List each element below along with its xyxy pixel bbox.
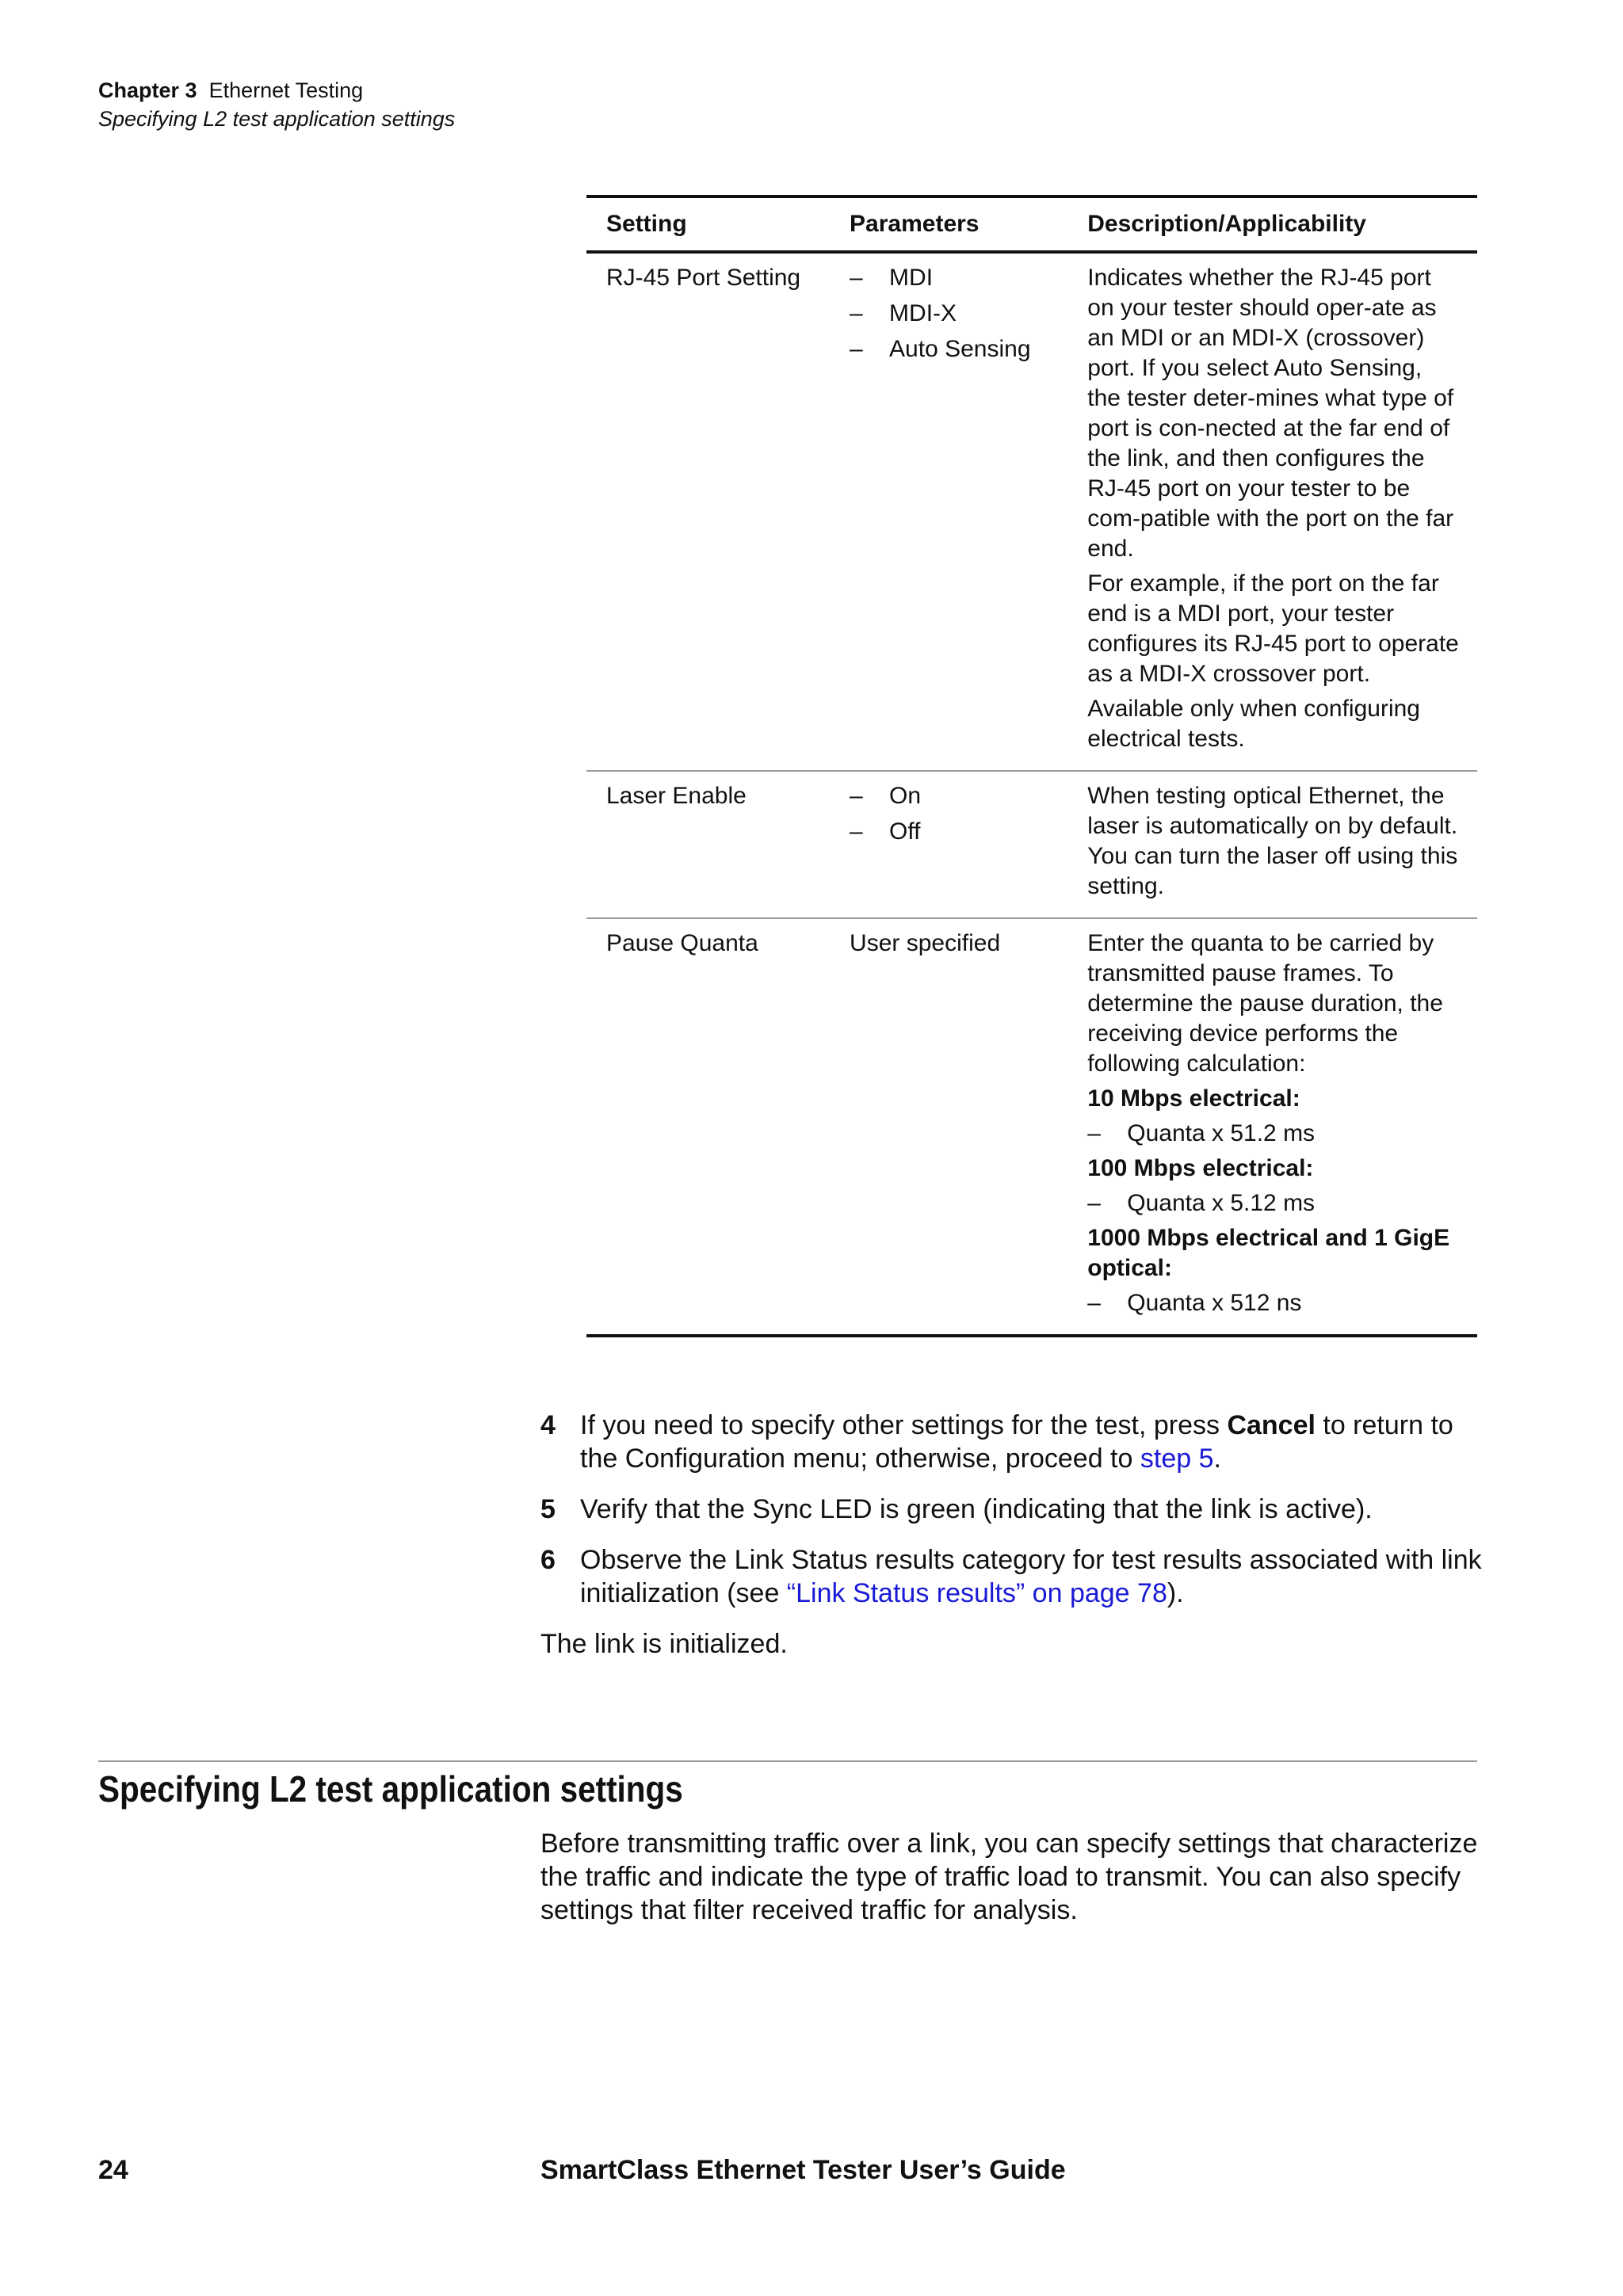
running-head-section: Specifying L2 test application settings (98, 107, 456, 131)
step-text: Verify that the Sync LED is green (indicating that the link is active). (580, 1494, 1373, 1524)
step-text: ). (1167, 1578, 1184, 1608)
row-parameters (830, 252, 1067, 771)
parameter-list (850, 263, 1067, 364)
calculation-label: 100 Mbps electrical: (1087, 1155, 1314, 1181)
calculation-label: 10 Mbps electrical: (1087, 1085, 1300, 1112)
description-paragraph: Available only when configuring electrical tests. (1087, 696, 1420, 752)
step-bold-term: Cancel (1227, 1410, 1316, 1440)
conclusion-text: The link is initialized. (540, 1629, 788, 1659)
table-row (586, 771, 1477, 918)
table-row (586, 252, 1477, 771)
parameter-item: – On (850, 781, 1067, 811)
step-5-link[interactable]: step 5 (1140, 1444, 1214, 1474)
step-text: Observe the Link Status results category for test results associated with link initialization (see (580, 1545, 1482, 1608)
parameter-item: – MDI-X (850, 299, 1067, 329)
calculation-formula: – Quanta x 512 ns (1087, 1288, 1461, 1318)
row-description (1067, 918, 1477, 1336)
step-text: . (1213, 1444, 1221, 1474)
description-paragraph: Indicates whether the RJ-45 port on your tester should oper-ate as an MDI or an MDI-X (crossover) port. If you select Auto Sensing, the tester deter-mines what type of port is con-nected at the far end of the link, and then configures the RJ-45 port on your tester to be com-patible with the port on the far end. (1087, 265, 1454, 562)
description-paragraph: Enter the quanta to be carried by transmitted pause frames. To determine the pause duration, the receiving device performs the following calculation: (1087, 930, 1443, 1077)
table-row (586, 918, 1477, 1336)
header-description: Description/Applicability (1067, 196, 1477, 252)
row-setting: Laser Enable (586, 771, 830, 918)
row-setting: RJ-45 Port Setting (586, 252, 830, 771)
link-status-results-link[interactable]: “Link Status results” on page 78 (786, 1578, 1167, 1608)
settings-table (586, 195, 1477, 1337)
row-description (1067, 771, 1477, 918)
calculation-formula: – Quanta x 51.2 ms (1087, 1119, 1461, 1149)
parameter-item: – Off (850, 817, 1067, 847)
description-paragraph: When testing optical Ethernet, the laser is automatically on by default. You can turn the laser off using this setting. (1087, 783, 1458, 899)
row-description (1067, 252, 1477, 771)
calculation-label: 1000 Mbps electrical and 1 GigE optical: (1087, 1225, 1450, 1281)
book-title: SmartClass Ethernet Tester User’s Guide (540, 2155, 1066, 2185)
running-head-chapter (98, 76, 455, 105)
row-parameters: User specified (830, 918, 1067, 1336)
section-body: Before transmitting traffic over a link, you can specify settings that characterize the traffic and indicate the type of traffic load to transmit. You can also specify settings that filter received traffic for analysis. (540, 1829, 1478, 1925)
parameter-list (850, 781, 1067, 847)
step-text: to return to the Configuration menu; otherwise, proceed to (580, 1410, 1453, 1474)
chapter-label: Chapter 3 (98, 78, 197, 102)
row-parameters (830, 771, 1067, 918)
table-header-row (586, 196, 1477, 252)
step-number: 4 (540, 1410, 556, 1440)
description-paragraph: For example, if the port on the far end is a MDI port, your tester configures its RJ-45 port to operate as a MDI-X crossover port. (1087, 570, 1459, 687)
header-parameters: Parameters (830, 196, 1067, 252)
parameter-item: – MDI (850, 263, 1067, 293)
step-number: 5 (540, 1494, 556, 1524)
chapter-title: Ethernet Testing (208, 78, 364, 102)
page-number: 24 (98, 2155, 128, 2185)
procedure-steps (540, 1409, 1484, 1661)
parameter-item: – Auto Sensing (850, 334, 1067, 364)
step-item (540, 1543, 1484, 1610)
step-item (540, 1409, 1484, 1475)
step-number: 6 (540, 1545, 556, 1575)
step-item (540, 1493, 1484, 1526)
row-setting: Pause Quanta (586, 918, 830, 1336)
section-heading: Specifying L2 test application settings (98, 1768, 683, 1810)
running-head (98, 76, 455, 133)
calculation-formula: – Quanta x 5.12 ms (1087, 1188, 1461, 1219)
step-text: If you need to specify other settings for the test, press (580, 1410, 1228, 1440)
header-setting: Setting (586, 196, 830, 252)
